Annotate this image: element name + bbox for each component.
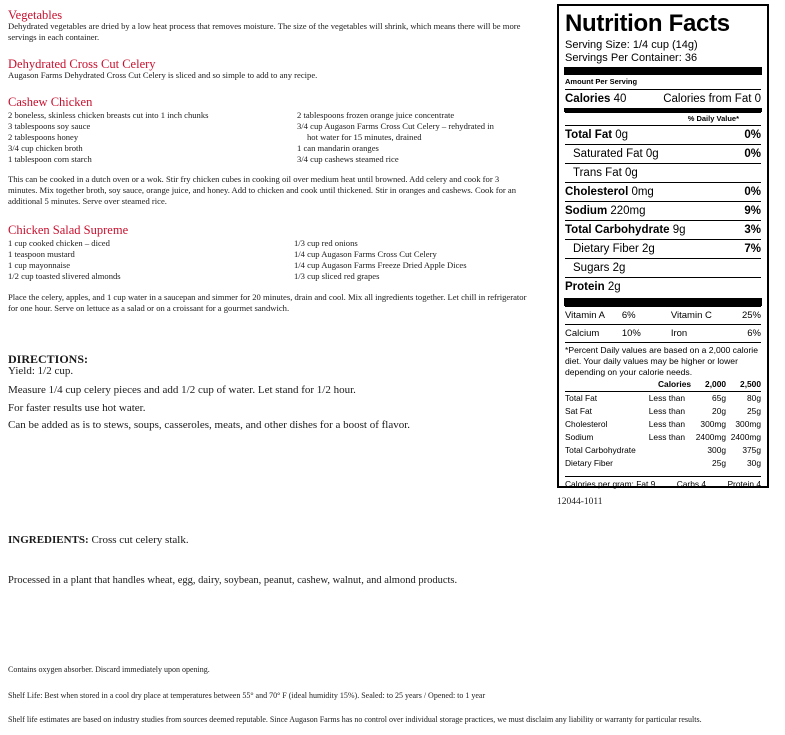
nutrient-label: Total Fat	[565, 129, 613, 141]
thick-divider	[564, 298, 762, 306]
nutrient-daily-value: 7%	[744, 243, 761, 255]
nutrient-amount: 0mg	[628, 186, 654, 198]
calories-from-fat: Calories from Fat 0	[663, 93, 761, 105]
vitamin-rows	[565, 306, 761, 342]
direction-step: For faster results use hot water.	[8, 402, 146, 414]
vitamin-value: 25%	[741, 310, 761, 321]
nutrient-name-amount	[565, 278, 621, 296]
reference-cell: 20g	[712, 406, 727, 416]
nutrient-name-amount	[573, 145, 659, 163]
thick-divider	[564, 67, 762, 75]
reference-row	[565, 405, 761, 418]
vegetables-description: Dehydrated vegetables are dried by a low heat process that removes moisture. The size of the vegetables will shrink, which means there will be more servings in each container.	[8, 21, 521, 42]
reference-header-cell	[565, 378, 647, 392]
reference-row	[565, 418, 761, 431]
shelf-life-disclaimer: Shelf life estimates are based on industry studies from sources deemed reputable. Since Augason Farms has no control over individual storage practices, we must disclaim any liability or warranty for particular results.	[8, 715, 702, 724]
celery-description: Augason Farms Dehydrated Cross Cut Celery is sliced and so simple to add to any recipe.	[8, 70, 318, 80]
ingredients-text: Cross cut celery stalk.	[88, 534, 189, 546]
reference-row	[565, 444, 761, 457]
chicken-salad-heading: Chicken Salad Supreme	[8, 223, 129, 237]
reference-cell: Total Carbohydrate	[565, 445, 636, 455]
reference-cell: Total Fat	[565, 392, 647, 406]
calories-row	[565, 89, 761, 108]
nutrient-amount: 2g	[609, 262, 626, 274]
nutrient-name-amount	[573, 259, 625, 277]
ingredient-line: hot water for 15 minutes, drained	[307, 132, 422, 142]
directions-yield: Yield: 1/2 cup.	[8, 365, 74, 377]
servings-per-container: Servings Per Container: 36	[565, 52, 698, 64]
nutrient-label: Dietary Fiber	[573, 243, 639, 255]
nutrient-daily-value: 0%	[744, 148, 761, 160]
directions-heading: DIRECTIONS:	[8, 352, 89, 366]
cashew-chicken-heading: Cashew Chicken	[8, 95, 93, 109]
vitamin-name: Vitamin A	[565, 310, 605, 321]
nutrient-name-amount	[565, 126, 628, 144]
vitamin-value: 6%	[747, 328, 761, 339]
cal-per-gram-carbs: Carbs 4	[676, 479, 707, 489]
reference-cell	[647, 444, 691, 457]
reference-cell	[647, 457, 691, 470]
vitamin-value: 6%	[621, 310, 636, 321]
vegetables-heading: Vegetables	[8, 8, 63, 22]
calories-per-gram	[565, 476, 761, 491]
ingredients-statement	[8, 534, 189, 546]
nutrient-row	[565, 239, 761, 258]
ingredient-line: 1/4 cup Augason Farms Freeze Dried Apple Dices	[294, 260, 467, 270]
nutrient-row	[565, 163, 761, 182]
vitamin-row	[565, 324, 761, 342]
nutrient-amount: 220mg	[607, 205, 646, 217]
ingredient-line: 3/4 cup chicken broth	[8, 143, 83, 153]
nutrient-label: Saturated Fat	[573, 148, 643, 160]
nutrient-amount: 2g	[604, 281, 621, 293]
ingredient-line: 1 cup mayonnaise	[8, 260, 71, 270]
reference-cell: 375g	[742, 445, 761, 455]
reference-cell: 300mg	[735, 419, 761, 429]
daily-value-reference-table	[565, 378, 761, 470]
celery-heading: Dehydrated Cross Cut Celery	[8, 57, 156, 71]
direction-step: Measure 1/4 cup celery pieces and add 1/2 cup of water. Let stand for 1/2 hour.	[8, 384, 356, 396]
nutrient-daily-value: 0%	[744, 186, 761, 198]
amount-per-serving: Amount Per Serving	[565, 77, 638, 86]
reference-row	[565, 431, 761, 444]
nutrient-row	[565, 258, 761, 277]
vitamin-value: 10%	[621, 328, 641, 339]
direction-step: Can be added as is to stews, soups, casseroles, meats, and other dishes for a boost of flavor.	[8, 419, 411, 431]
nutrient-amount: 9g	[669, 224, 686, 236]
vitamin-row	[565, 306, 761, 324]
reference-header-row	[565, 378, 761, 392]
salad-ingredients-right	[294, 238, 534, 282]
product-code: 12044-1011	[557, 497, 603, 507]
ingredient-line: 1/2 cup toasted slivered almonds	[8, 271, 121, 281]
nutrient-row	[565, 182, 761, 201]
ingredient-line: 2 tablespoons honey	[8, 132, 79, 142]
cashew-ingredients-left	[8, 110, 288, 165]
reference-cell: Less than	[648, 419, 686, 429]
reference-cell: 300g	[707, 445, 727, 455]
nutrient-amount: 0g	[642, 148, 659, 160]
cashew-method: This can be cooked in a dutch oven or a wok. Stir fry chicken cubes in cooking oil over medium heat until browned. Add celery and cook for 3 minutes. Mix together broth, soy sauce, orange juice, and honey. Add to chicken and cook until thickened. Stir in oranges and cashews. Cook for an additional 5 minutes. Serve over steamed rice.	[8, 174, 517, 206]
ingredients-label: INGREDIENTS:	[8, 534, 89, 546]
reference-cell: Cholesterol	[565, 419, 608, 429]
nutrient-label: Protein	[565, 281, 605, 293]
nutrient-row	[565, 144, 761, 163]
nutrient-label: Cholesterol	[565, 186, 629, 198]
nutrient-label: Total Carbohydrate	[565, 224, 670, 236]
nutrient-row	[565, 220, 761, 239]
daily-value-header: % Daily Value*	[565, 112, 761, 125]
nutrient-label: Sugars	[573, 262, 610, 274]
reference-cell: Sat Fat	[565, 406, 592, 416]
nutrient-name-amount	[565, 221, 686, 239]
daily-value-footnote: *Percent Daily values are based on a 2,000 calorie diet. Your daily values may be higher or lower depending on your calorie needs.	[565, 342, 761, 378]
nutrient-label: Trans Fat	[573, 167, 622, 179]
nutrient-daily-value: 9%	[744, 205, 761, 217]
ingredient-line: 2 tablespoons frozen orange juice concentrate	[297, 110, 455, 120]
reference-cell: 2400mg	[695, 432, 727, 442]
reference-cell: 25g	[712, 458, 727, 468]
nutrient-row	[565, 277, 761, 296]
reference-header-cell: Calories	[657, 379, 692, 389]
calories-label: Calories	[565, 93, 611, 105]
reference-row	[565, 457, 761, 470]
oxygen-absorber-note: Contains oxygen absorber. Discard immediately upon opening.	[8, 665, 210, 674]
reference-cell: 300mg	[700, 419, 727, 429]
reference-cell: 2400mg	[730, 432, 761, 442]
ingredient-line: 1 teaspoon mustard	[8, 249, 75, 259]
reference-cell: 80g	[726, 392, 761, 406]
calories	[565, 90, 626, 108]
salad-method: Place the celery, apples, and 1 cup water in a saucepan and simmer for 20 minutes, drain and cool. Mix all ingredients together. Let chill in refrigerator for one hour. Serve on lettuce as a salad or on a croissant for a gourmet sandwich.	[8, 292, 527, 313]
salad-ingredients-left	[8, 238, 288, 282]
reference-cell: Less than	[648, 432, 686, 442]
ingredient-line: 1/3 cup red onions	[294, 238, 358, 248]
nutrient-name-amount	[565, 183, 654, 201]
reference-row	[565, 392, 761, 406]
ingredient-line: 1/3 cup sliced red grapes	[294, 271, 380, 281]
nutrient-row	[565, 201, 761, 220]
cal-per-gram-protein: Protein 4	[727, 479, 761, 489]
nutrient-rows	[565, 125, 761, 296]
vitamin-name: Calcium	[565, 328, 600, 339]
reference-header-cell: 2,000	[705, 379, 727, 389]
reference-cell: Dietary Fiber	[565, 458, 613, 468]
nutrient-label: Sodium	[565, 205, 608, 217]
calories-value: 40	[610, 93, 627, 105]
nutrient-name-amount	[565, 202, 646, 220]
nutrient-name-amount	[573, 240, 655, 258]
cal-per-gram-fat: Calories per gram: Fat 9	[565, 479, 656, 489]
nutrient-daily-value: 3%	[744, 224, 761, 236]
nutrient-amount: 0g	[621, 167, 638, 179]
nutrient-amount: 0g	[612, 129, 629, 141]
reference-cell: Less than	[648, 406, 686, 416]
ingredient-line: 2 boneless, skinless chicken breasts cut into 1 inch chunks	[8, 110, 209, 120]
nutrient-daily-value: 0%	[744, 129, 761, 141]
ingredient-line: 1/4 cup Augason Farms Cross Cut Celery	[294, 249, 437, 259]
reference-cell: Sodium	[565, 432, 594, 442]
cashew-ingredients-right	[297, 110, 532, 165]
ingredient-line: 3 tablespoons soy sauce	[8, 121, 91, 131]
reference-cell: 65g	[691, 392, 726, 406]
shelf-life-note: Shelf Life: Best when stored in a cool dry place at temperatures between 55° and 70° F (ideal humidity 15%). Sealed: to 25 years / Opened: to 1 year	[8, 691, 486, 700]
nutrient-amount: 2g	[638, 243, 655, 255]
nutrient-row	[565, 125, 761, 144]
vitamin-name: Iron	[670, 328, 688, 339]
reference-cell: Less than	[647, 392, 691, 406]
serving-size: Serving Size: 1/4 cup (14g)	[565, 39, 698, 51]
ingredient-line: 1 can mandarin oranges	[297, 143, 379, 153]
allergen-statement: Processed in a plant that handles wheat, egg, dairy, soybean, peanut, cashew, walnut, and almond products.	[8, 575, 458, 586]
nutrition-facts-panel	[557, 4, 769, 488]
ingredient-line: 1 cup cooked chicken – diced	[8, 238, 110, 248]
ingredient-line: 3/4 cup Augason Farms Cross Cut Celery – rehydrated in	[297, 121, 494, 131]
reference-cell: 25g	[747, 406, 761, 416]
reference-cell: 30g	[747, 458, 761, 468]
ingredient-line: 3/4 cup cashews steamed rice	[297, 154, 399, 164]
ingredient-line: 1 tablespoon corn starch	[8, 154, 92, 164]
reference-header-cell: 2,500	[740, 379, 761, 389]
vitamin-name: Vitamin C	[670, 310, 712, 321]
nutrient-name-amount	[573, 164, 638, 182]
nutrition-facts-title: Nutrition Facts	[565, 10, 730, 37]
